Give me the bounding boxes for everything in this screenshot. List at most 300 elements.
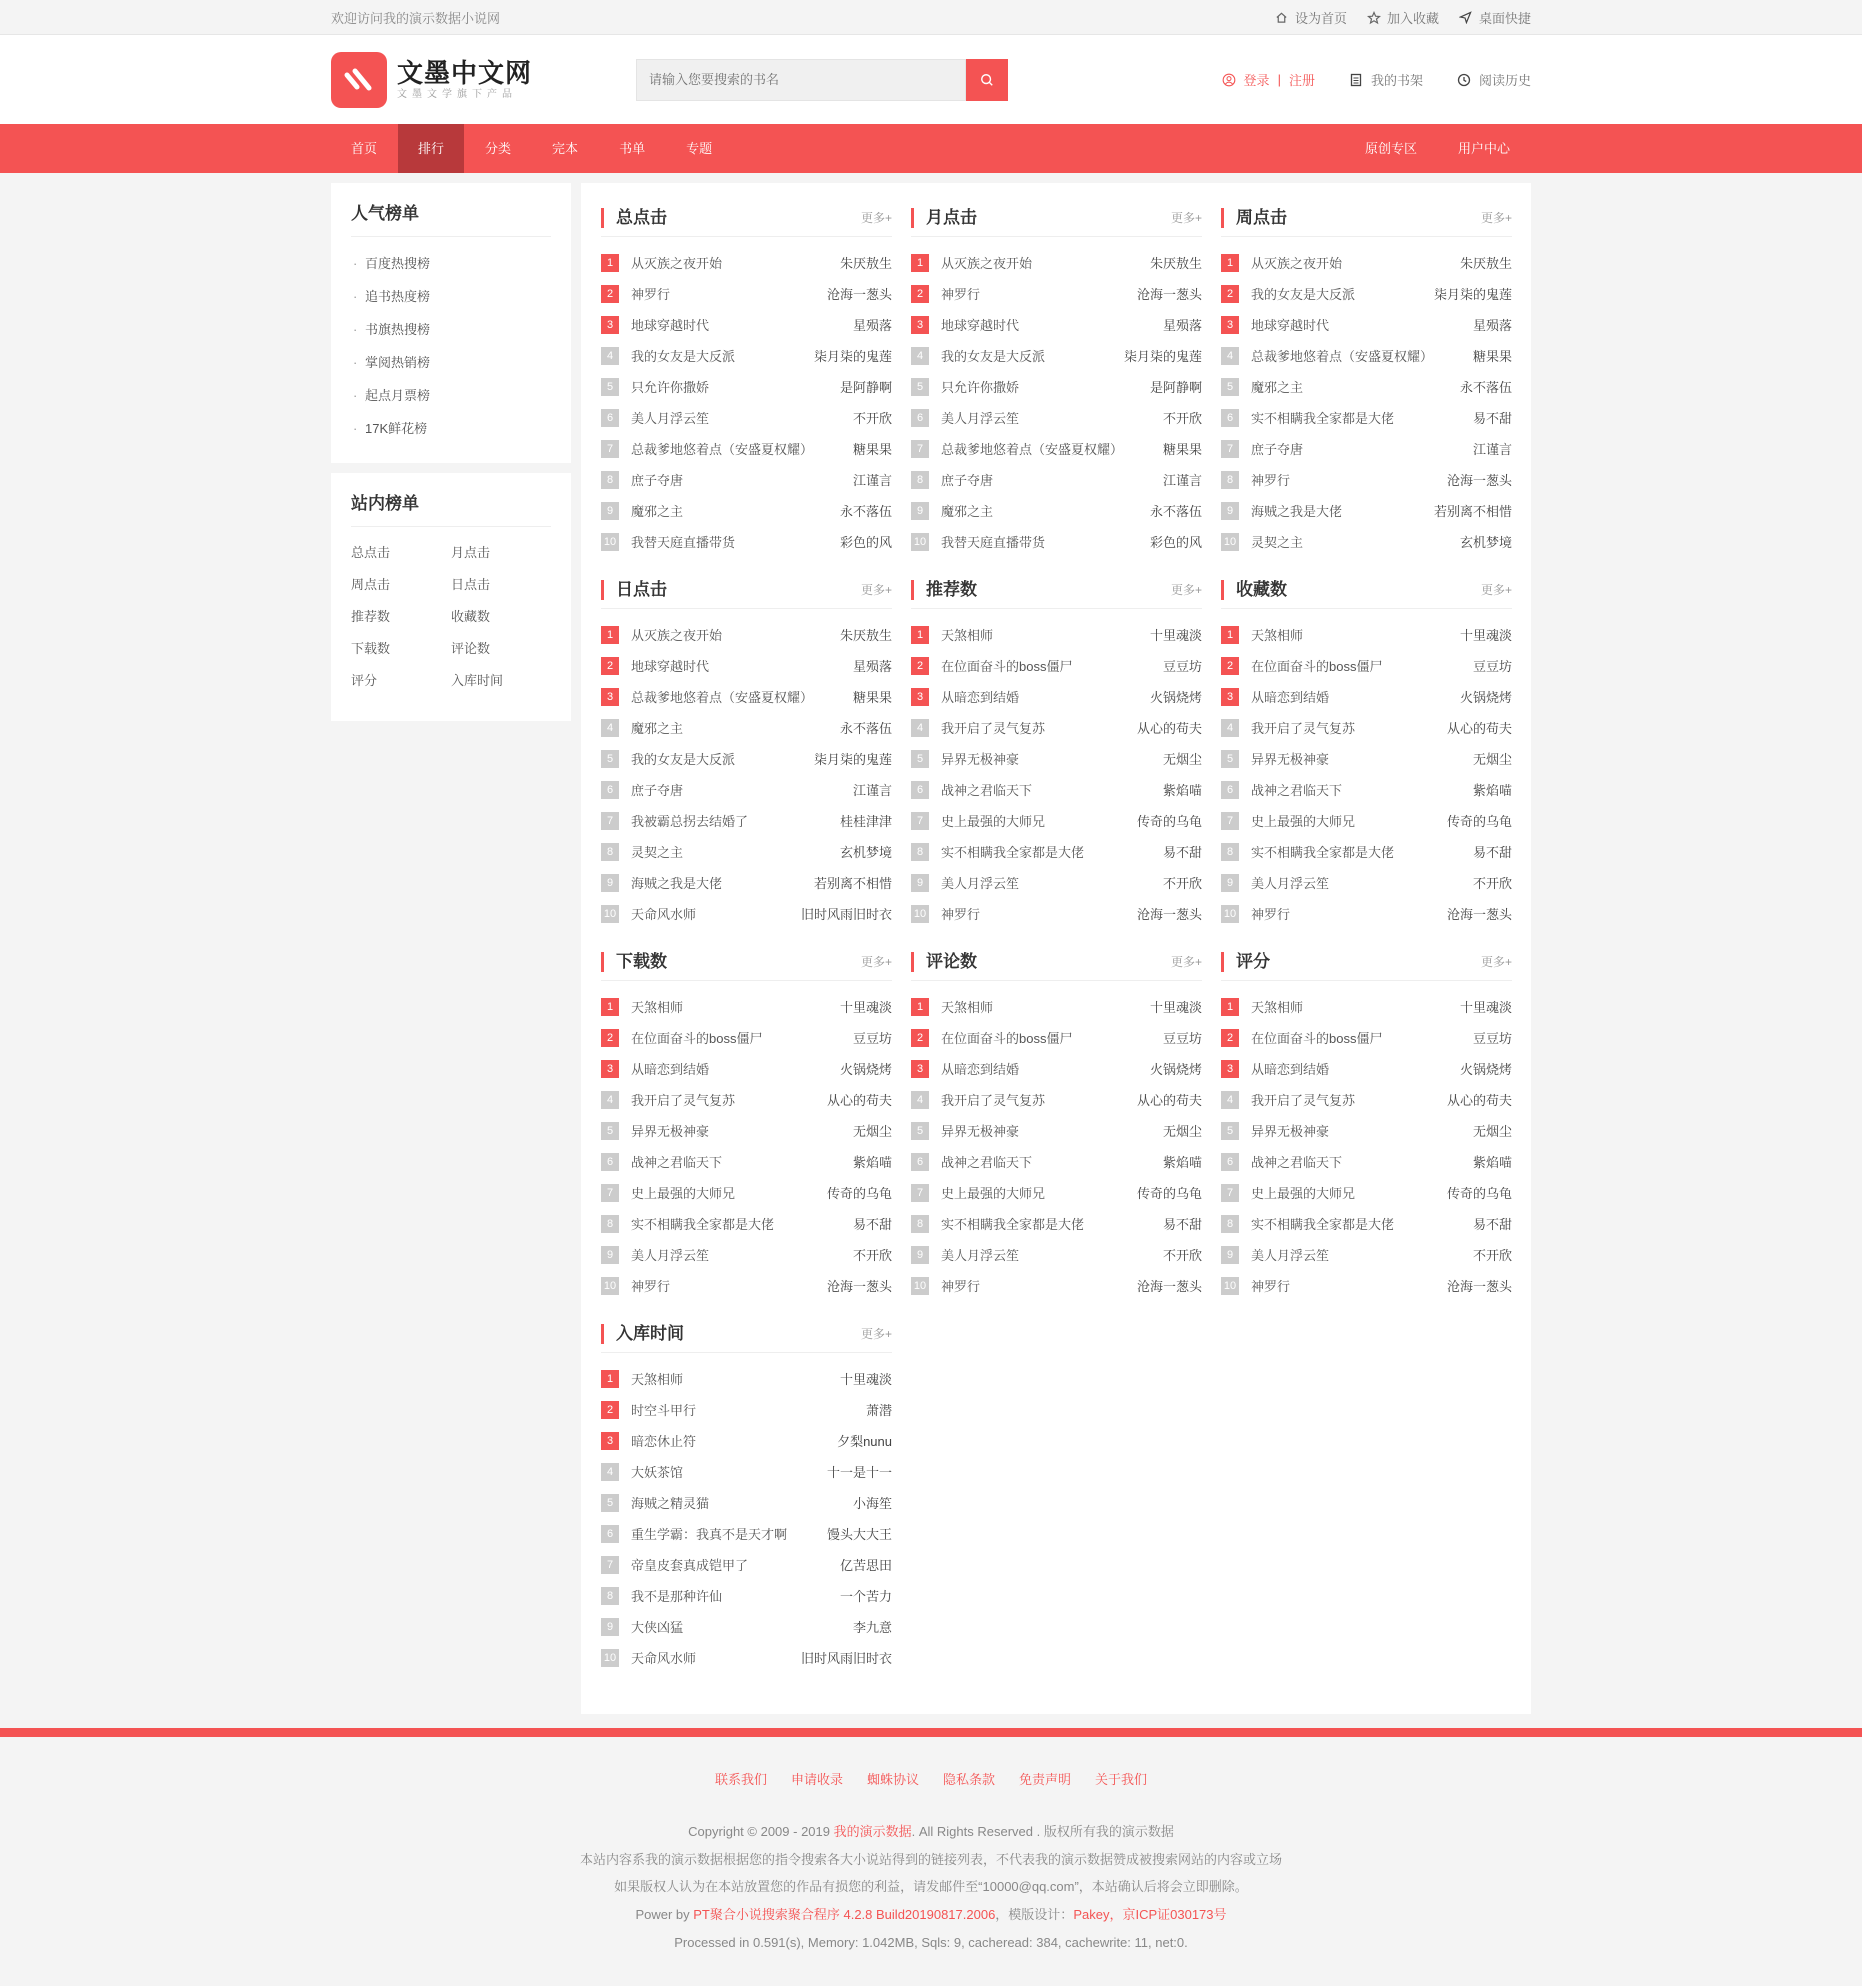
rank-item[interactable] xyxy=(911,340,1202,371)
register-link[interactable]: 注册 xyxy=(1288,73,1315,88)
book-author[interactable]: 传奇的乌龟 xyxy=(1136,1186,1202,1201)
book-title[interactable]: 暗恋休止符 xyxy=(631,1434,697,1449)
rank-item[interactable] xyxy=(1221,433,1512,464)
rank-item[interactable] xyxy=(1221,805,1512,836)
book-title[interactable]: 在位面奋斗的boss僵尸 xyxy=(1251,659,1383,674)
nav-ranking[interactable]: 排行 xyxy=(398,124,464,173)
book-title[interactable]: 天煞相师 xyxy=(941,628,994,643)
rank-item[interactable] xyxy=(601,1084,892,1115)
book-author[interactable]: 豆豆坊 xyxy=(852,1031,892,1046)
book-title[interactable]: 美人月浮云笙 xyxy=(1251,1248,1330,1263)
rank-item[interactable] xyxy=(1221,836,1512,867)
rank-item[interactable] xyxy=(601,991,892,1022)
book-author[interactable]: 紫焰喵 xyxy=(852,1155,892,1170)
site-rank-link[interactable]: 总点击 xyxy=(351,545,391,560)
rank-item[interactable] xyxy=(911,991,1202,1022)
book-author[interactable]: 江谨言 xyxy=(852,473,892,488)
book-title[interactable]: 天煞相师 xyxy=(941,1000,994,1015)
rank-item[interactable] xyxy=(601,1177,892,1208)
rank-item[interactable] xyxy=(601,867,892,898)
rank-item[interactable] xyxy=(911,1208,1202,1239)
rank-item[interactable] xyxy=(601,1208,892,1239)
popular-rank-item[interactable]: · 书旗热搜榜 xyxy=(351,313,551,346)
rank-item[interactable] xyxy=(1221,340,1512,371)
book-title[interactable]: 从暗恋到结婚 xyxy=(1251,1062,1330,1077)
book-author[interactable]: 从心的苟夫 xyxy=(1446,1093,1512,1108)
footer-link-contact[interactable]: 联系我们 xyxy=(714,1772,767,1787)
book-title[interactable]: 总裁爹地悠着点（安盛夏权耀） xyxy=(631,442,814,457)
rank-item[interactable] xyxy=(911,1177,1202,1208)
book-author[interactable]: 萧潜 xyxy=(865,1403,892,1418)
book-author[interactable]: 江谨言 xyxy=(1162,473,1202,488)
book-title[interactable]: 从灭族之夜开始 xyxy=(1251,256,1343,271)
site-logo[interactable] xyxy=(331,52,636,108)
login-link[interactable]: 登录 xyxy=(1243,73,1270,88)
book-author[interactable]: 豆豆坊 xyxy=(1472,659,1512,674)
book-author[interactable]: 沧海一葱头 xyxy=(826,1279,892,1294)
book-author[interactable]: 豆豆坊 xyxy=(1162,659,1202,674)
book-title[interactable]: 从灭族之夜开始 xyxy=(941,256,1033,271)
rank-item[interactable] xyxy=(1221,774,1512,805)
rank-item[interactable] xyxy=(1221,371,1512,402)
book-title[interactable]: 战神之君临天下 xyxy=(1251,783,1343,798)
book-author[interactable]: 糖果果 xyxy=(1162,442,1202,457)
book-title[interactable]: 海贼之我是大佬 xyxy=(631,876,723,891)
book-title[interactable]: 我开启了灵气复苏 xyxy=(1251,721,1356,736)
rank-item[interactable] xyxy=(911,402,1202,433)
book-author[interactable]: 糖果果 xyxy=(852,442,892,457)
book-title[interactable]: 美人月浮云笙 xyxy=(941,1248,1020,1263)
rank-item[interactable] xyxy=(911,1084,1202,1115)
rank-item[interactable] xyxy=(601,464,892,495)
book-author[interactable]: 沧海一葱头 xyxy=(1446,473,1512,488)
nav-category[interactable]: 分类 xyxy=(485,141,512,156)
rank-item[interactable] xyxy=(601,743,892,774)
site-rank-link[interactable]: 月点击 xyxy=(451,545,491,560)
rank-item[interactable] xyxy=(1221,309,1512,340)
book-title[interactable]: 灵契之主 xyxy=(1251,535,1304,550)
book-author[interactable]: 十里魂淡 xyxy=(839,1372,892,1387)
book-author[interactable]: 十里魂淡 xyxy=(839,1000,892,1015)
rank-item[interactable] xyxy=(601,1270,892,1301)
site-rank-link[interactable]: 日点击 xyxy=(451,577,491,592)
book-author[interactable]: 朱厌敖生 xyxy=(839,628,892,643)
book-author[interactable]: 十里魂淡 xyxy=(1149,628,1202,643)
nav-booklist[interactable]: 书单 xyxy=(619,141,646,156)
book-title[interactable]: 实不相瞒我全家都是大佬 xyxy=(1251,1217,1395,1232)
book-author[interactable]: 夕梨nunu xyxy=(837,1434,892,1449)
book-title[interactable]: 只允许你撒娇 xyxy=(631,380,710,395)
book-author[interactable]: 星殒落 xyxy=(1472,318,1512,333)
book-author[interactable]: 旧时风雨旧时衣 xyxy=(800,1651,892,1666)
rank-item[interactable] xyxy=(1221,712,1512,743)
book-title[interactable]: 神罗行 xyxy=(1251,907,1291,922)
icp-link[interactable]: 京ICP证030173号 xyxy=(1122,1907,1227,1922)
popular-rank-item[interactable]: · 追书热度榜 xyxy=(351,280,551,313)
book-title[interactable]: 魔邪之主 xyxy=(1251,380,1304,395)
rank-item[interactable] xyxy=(911,650,1202,681)
rank-item[interactable] xyxy=(601,1146,892,1177)
book-author[interactable]: 火锅烧烤 xyxy=(1149,690,1202,705)
book-author[interactable]: 柒月柒的鬼莲 xyxy=(813,349,892,364)
book-title[interactable]: 从暗恋到结婚 xyxy=(631,1062,710,1077)
book-title[interactable]: 异界无极神豪 xyxy=(1251,752,1330,767)
book-title[interactable]: 实不相瞒我全家都是大佬 xyxy=(1251,845,1395,860)
book-title[interactable]: 大妖茶馆 xyxy=(631,1465,684,1480)
book-title[interactable]: 神罗行 xyxy=(941,907,981,922)
rank-item[interactable] xyxy=(1221,464,1512,495)
rank-item[interactable] xyxy=(911,805,1202,836)
rank-item[interactable] xyxy=(1221,743,1512,774)
site-rank-link[interactable]: 评分 xyxy=(351,673,378,688)
book-author[interactable]: 传奇的乌龟 xyxy=(1446,814,1512,829)
book-author[interactable]: 火锅烧烤 xyxy=(839,1062,892,1077)
book-title[interactable]: 庶子夺唐 xyxy=(631,783,684,798)
rank-item[interactable] xyxy=(1221,1084,1512,1115)
book-author[interactable]: 易不甜 xyxy=(1472,1217,1512,1232)
book-title[interactable]: 魔邪之主 xyxy=(941,504,994,519)
book-author[interactable]: 若别离不相惜 xyxy=(1433,504,1512,519)
rank-item[interactable] xyxy=(601,526,892,557)
book-author[interactable]: 火锅烧烤 xyxy=(1149,1062,1202,1077)
book-title[interactable]: 实不相瞒我全家都是大佬 xyxy=(631,1217,775,1232)
book-title[interactable]: 美人月浮云笙 xyxy=(631,1248,710,1263)
book-author[interactable]: 玄机梦境 xyxy=(1459,535,1512,550)
book-title[interactable]: 实不相瞒我全家都是大佬 xyxy=(1251,411,1395,426)
book-author[interactable]: 柒月柒的鬼莲 xyxy=(813,752,892,767)
rank-item[interactable] xyxy=(1221,495,1512,526)
more-link[interactable]: 更多+ xyxy=(860,211,892,225)
book-author[interactable]: 十里魂淡 xyxy=(1459,1000,1512,1015)
book-author[interactable]: 沧海一葱头 xyxy=(1136,1279,1202,1294)
footer-link-about[interactable]: 关于我们 xyxy=(1095,1772,1148,1787)
book-title[interactable]: 美人月浮云笙 xyxy=(941,876,1020,891)
book-title[interactable]: 我被霸总拐去结婚了 xyxy=(631,814,749,829)
rank-item[interactable] xyxy=(601,371,892,402)
rank-item[interactable] xyxy=(1221,681,1512,712)
book-author[interactable]: 旧时风雨旧时衣 xyxy=(800,907,892,922)
set-home-link[interactable] xyxy=(1275,8,1347,27)
rank-item[interactable] xyxy=(1221,867,1512,898)
book-author[interactable]: 不开欣 xyxy=(1162,411,1202,426)
book-title[interactable]: 我开启了灵气复苏 xyxy=(941,1093,1046,1108)
book-author[interactable]: 不开欣 xyxy=(1162,876,1202,891)
book-title[interactable]: 异界无极神豪 xyxy=(941,752,1020,767)
book-author[interactable]: 无烟尘 xyxy=(1162,752,1202,767)
site-rank-link[interactable]: 收藏数 xyxy=(451,609,491,624)
book-title[interactable]: 我的女友是大反派 xyxy=(1251,287,1356,302)
book-author[interactable]: 小海笙 xyxy=(852,1496,892,1511)
book-title[interactable]: 异界无极神豪 xyxy=(631,1124,710,1139)
rank-item[interactable] xyxy=(601,1518,892,1549)
book-title[interactable]: 庶子夺唐 xyxy=(631,473,684,488)
book-title[interactable]: 地球穿越时代 xyxy=(1251,318,1330,333)
book-title[interactable]: 战神之君临天下 xyxy=(631,1155,723,1170)
book-title[interactable]: 美人月浮云笙 xyxy=(631,411,710,426)
book-author[interactable]: 永不落伍 xyxy=(1459,380,1512,395)
power-designer-link[interactable]: Pakey xyxy=(1073,1907,1110,1922)
rank-item[interactable] xyxy=(601,278,892,309)
rank-item[interactable] xyxy=(601,1487,892,1518)
rank-item[interactable] xyxy=(1221,278,1512,309)
book-author[interactable]: 易不甜 xyxy=(1162,1217,1202,1232)
book-author[interactable]: 易不甜 xyxy=(1472,411,1512,426)
book-title[interactable]: 我替天庭直播带货 xyxy=(631,535,736,550)
book-title[interactable]: 神罗行 xyxy=(1251,1279,1291,1294)
reading-history-link[interactable] xyxy=(1457,70,1531,89)
rank-item[interactable] xyxy=(1221,1270,1512,1301)
rank-item[interactable] xyxy=(911,1239,1202,1270)
book-title[interactable]: 天煞相师 xyxy=(631,1000,684,1015)
book-author[interactable]: 一个苦力 xyxy=(839,1589,892,1604)
book-title[interactable]: 在位面奋斗的boss僵尸 xyxy=(941,659,1073,674)
book-title[interactable]: 从暗恋到结婚 xyxy=(941,690,1020,705)
more-link[interactable]: 更多+ xyxy=(1170,583,1202,597)
rank-item[interactable] xyxy=(911,278,1202,309)
book-author[interactable]: 从心的苟夫 xyxy=(1446,721,1512,736)
site-rank-link[interactable]: 下载数 xyxy=(351,641,391,656)
rank-item[interactable] xyxy=(1221,991,1512,1022)
more-link[interactable]: 更多+ xyxy=(1170,955,1202,969)
book-title[interactable]: 从灭族之夜开始 xyxy=(631,256,723,271)
book-author[interactable]: 李九意 xyxy=(852,1620,892,1635)
book-author[interactable]: 彩色的风 xyxy=(1149,535,1202,550)
book-author[interactable]: 沧海一葱头 xyxy=(826,287,892,302)
book-title[interactable]: 异界无极神豪 xyxy=(1251,1124,1330,1139)
rank-item[interactable] xyxy=(911,309,1202,340)
book-author[interactable]: 无烟尘 xyxy=(1472,752,1512,767)
rank-item[interactable] xyxy=(601,1456,892,1487)
rank-item[interactable] xyxy=(601,805,892,836)
book-author[interactable]: 无烟尘 xyxy=(852,1124,892,1139)
more-link[interactable]: 更多+ xyxy=(860,583,892,597)
rank-item[interactable] xyxy=(911,743,1202,774)
footer-link-disclaimer[interactable]: 免责声明 xyxy=(1019,1772,1072,1787)
book-author[interactable]: 若别离不相惜 xyxy=(813,876,892,891)
rank-item[interactable] xyxy=(1221,1053,1512,1084)
rank-item[interactable] xyxy=(1221,1239,1512,1270)
popular-rank-item[interactable]: · 17K鲜花榜 xyxy=(351,412,551,445)
rank-item[interactable] xyxy=(601,1580,892,1611)
book-author[interactable]: 传奇的乌龟 xyxy=(826,1186,892,1201)
book-title[interactable]: 地球穿越时代 xyxy=(631,318,710,333)
nav-topics[interactable]: 专题 xyxy=(686,141,713,156)
more-link[interactable]: 更多+ xyxy=(1480,211,1512,225)
book-title[interactable]: 魔邪之主 xyxy=(631,721,684,736)
book-title[interactable]: 我开启了灵气复苏 xyxy=(1251,1093,1356,1108)
book-title[interactable]: 史上最强的大师兄 xyxy=(1251,814,1356,829)
book-author[interactable]: 不开欣 xyxy=(1472,1248,1512,1263)
rank-item[interactable] xyxy=(601,309,892,340)
more-link[interactable]: 更多+ xyxy=(1480,583,1512,597)
book-author[interactable]: 豆豆坊 xyxy=(1162,1031,1202,1046)
rank-item[interactable] xyxy=(911,1115,1202,1146)
book-author[interactable]: 朱厌敖生 xyxy=(1149,256,1202,271)
book-author[interactable]: 朱厌敖生 xyxy=(1459,256,1512,271)
book-title[interactable]: 实不相瞒我全家都是大佬 xyxy=(941,1217,1085,1232)
book-author[interactable]: 豆豆坊 xyxy=(1472,1031,1512,1046)
rank-item[interactable] xyxy=(911,774,1202,805)
rank-item[interactable] xyxy=(1221,650,1512,681)
book-author[interactable]: 从心的苟夫 xyxy=(826,1093,892,1108)
book-title[interactable]: 地球穿越时代 xyxy=(941,318,1020,333)
book-author[interactable]: 不开欣 xyxy=(852,1248,892,1263)
rank-item[interactable] xyxy=(1221,1146,1512,1177)
rank-item[interactable] xyxy=(911,526,1202,557)
book-title[interactable]: 史上最强的大师兄 xyxy=(941,814,1046,829)
book-author[interactable]: 从心的苟夫 xyxy=(1136,721,1202,736)
more-link[interactable]: 更多+ xyxy=(860,1327,892,1341)
book-author[interactable]: 不开欣 xyxy=(1162,1248,1202,1263)
book-title[interactable]: 地球穿越时代 xyxy=(631,659,710,674)
rank-item[interactable] xyxy=(601,247,892,278)
copyright-site-link[interactable]: 我的演示数据 xyxy=(833,1824,912,1839)
rank-item[interactable] xyxy=(601,495,892,526)
book-title[interactable]: 史上最强的大师兄 xyxy=(1251,1186,1356,1201)
book-title[interactable]: 我的女友是大反派 xyxy=(941,349,1046,364)
rank-item[interactable] xyxy=(601,402,892,433)
rank-item[interactable] xyxy=(601,836,892,867)
rank-item[interactable] xyxy=(601,1642,892,1673)
site-rank-link[interactable]: 推荐数 xyxy=(351,609,391,624)
book-author[interactable]: 永不落伍 xyxy=(1149,504,1202,519)
book-title[interactable]: 战神之君临天下 xyxy=(1251,1155,1343,1170)
book-author[interactable]: 火锅烧烤 xyxy=(1459,1062,1512,1077)
book-author[interactable]: 紫焰喵 xyxy=(1472,1155,1512,1170)
book-title[interactable]: 大侠凶猛 xyxy=(631,1620,684,1635)
book-author[interactable]: 紫焰喵 xyxy=(1162,1155,1202,1170)
more-link[interactable]: 更多+ xyxy=(1170,211,1202,225)
book-author[interactable]: 不开欣 xyxy=(1472,876,1512,891)
site-rank-link[interactable]: 评论数 xyxy=(451,641,491,656)
power-program-link[interactable]: PT聚合小说搜索聚合程序 4.2.8 Build20190817.2006 xyxy=(693,1907,996,1922)
book-title[interactable]: 神罗行 xyxy=(941,1279,981,1294)
rank-item[interactable] xyxy=(601,619,892,650)
rank-item[interactable] xyxy=(911,681,1202,712)
rank-item[interactable] xyxy=(1221,1115,1512,1146)
rank-item[interactable] xyxy=(1221,1177,1512,1208)
nav-original-zone[interactable]: 原创专区 xyxy=(1364,141,1417,156)
book-title[interactable]: 我的女友是大反派 xyxy=(631,349,736,364)
nav-home[interactable]: 首页 xyxy=(351,141,378,156)
book-title[interactable]: 魔邪之主 xyxy=(631,504,684,519)
book-author[interactable]: 从心的苟夫 xyxy=(1136,1093,1202,1108)
book-author[interactable]: 江谨言 xyxy=(1472,442,1512,457)
book-author[interactable]: 馒头大大王 xyxy=(826,1527,892,1542)
book-author[interactable]: 紫焰喵 xyxy=(1472,783,1512,798)
rank-item[interactable] xyxy=(601,1611,892,1642)
book-author[interactable]: 传奇的乌龟 xyxy=(1446,1186,1512,1201)
rank-item[interactable] xyxy=(911,1022,1202,1053)
book-title[interactable]: 我替天庭直播带货 xyxy=(941,535,1046,550)
rank-item[interactable] xyxy=(1221,247,1512,278)
book-title[interactable]: 只允许你撒娇 xyxy=(941,380,1020,395)
book-author[interactable]: 玄机梦境 xyxy=(839,845,892,860)
rank-item[interactable] xyxy=(601,712,892,743)
book-author[interactable]: 永不落伍 xyxy=(839,504,892,519)
rank-item[interactable] xyxy=(601,340,892,371)
book-author[interactable]: 沧海一葱头 xyxy=(1136,907,1202,922)
rank-item[interactable] xyxy=(911,464,1202,495)
book-title[interactable]: 异界无极神豪 xyxy=(941,1124,1020,1139)
more-link[interactable]: 更多+ xyxy=(1480,955,1512,969)
book-author[interactable]: 星殒落 xyxy=(1162,318,1202,333)
rank-item[interactable] xyxy=(601,1239,892,1270)
nav-completed[interactable]: 完本 xyxy=(552,141,579,156)
rank-item[interactable] xyxy=(1221,619,1512,650)
book-author[interactable]: 沧海一葱头 xyxy=(1446,1279,1512,1294)
book-title[interactable]: 从暗恋到结婚 xyxy=(1251,690,1330,705)
book-author[interactable]: 易不甜 xyxy=(852,1217,892,1232)
book-author[interactable]: 是阿静啊 xyxy=(1149,380,1202,395)
rank-item[interactable] xyxy=(911,1053,1202,1084)
book-author[interactable]: 星殒落 xyxy=(852,659,892,674)
rank-item[interactable] xyxy=(601,1425,892,1456)
rank-item[interactable] xyxy=(601,1053,892,1084)
book-author[interactable]: 易不甜 xyxy=(1472,845,1512,860)
bookshelf-link[interactable] xyxy=(1349,70,1423,89)
rank-item[interactable] xyxy=(601,898,892,929)
book-title[interactable]: 我不是那种许仙 xyxy=(631,1589,723,1604)
book-title[interactable]: 海贼之我是大佬 xyxy=(1251,504,1343,519)
more-link[interactable]: 更多+ xyxy=(860,955,892,969)
book-author[interactable]: 糖果果 xyxy=(1472,349,1512,364)
rank-item[interactable] xyxy=(601,433,892,464)
rank-item[interactable] xyxy=(911,867,1202,898)
book-author[interactable]: 传奇的乌龟 xyxy=(1136,814,1202,829)
book-author[interactable]: 糖果果 xyxy=(852,690,892,705)
book-title[interactable]: 实不相瞒我全家都是大佬 xyxy=(941,845,1085,860)
book-author[interactable]: 十里魂淡 xyxy=(1149,1000,1202,1015)
book-title[interactable]: 我开启了灵气复苏 xyxy=(941,721,1046,736)
book-title[interactable]: 史上最强的大师兄 xyxy=(631,1186,736,1201)
nav-user-center[interactable]: 用户中心 xyxy=(1457,141,1510,156)
book-title[interactable]: 从灭族之夜开始 xyxy=(631,628,723,643)
book-author[interactable]: 朱厌敖生 xyxy=(839,256,892,271)
rank-item[interactable] xyxy=(601,681,892,712)
footer-link-privacy[interactable]: 隐私条款 xyxy=(943,1772,996,1787)
book-title[interactable]: 天煞相师 xyxy=(1251,628,1304,643)
book-title[interactable]: 总裁爹地悠着点（安盛夏权耀） xyxy=(941,442,1124,457)
book-title[interactable]: 美人月浮云笙 xyxy=(941,411,1020,426)
book-title[interactable]: 时空斗甲行 xyxy=(631,1403,697,1418)
rank-item[interactable] xyxy=(1221,526,1512,557)
book-author[interactable]: 无烟尘 xyxy=(1162,1124,1202,1139)
rank-item[interactable] xyxy=(601,1115,892,1146)
rank-item[interactable] xyxy=(911,1270,1202,1301)
book-author[interactable]: 江谨言 xyxy=(852,783,892,798)
footer-link-spider[interactable]: 蜘蛛协议 xyxy=(866,1772,919,1787)
book-author[interactable]: 紫焰喵 xyxy=(1162,783,1202,798)
rank-item[interactable] xyxy=(911,371,1202,402)
book-author[interactable]: 柒月柒的鬼莲 xyxy=(1433,287,1512,302)
rank-item[interactable] xyxy=(911,495,1202,526)
book-author[interactable]: 火锅烧烤 xyxy=(1459,690,1512,705)
book-title[interactable]: 美人月浮云笙 xyxy=(1251,876,1330,891)
book-author[interactable]: 十一是十一 xyxy=(826,1465,892,1480)
search-button[interactable] xyxy=(966,59,1008,101)
site-rank-link[interactable]: 周点击 xyxy=(351,577,391,592)
rank-item[interactable] xyxy=(601,1549,892,1580)
book-title[interactable]: 海贼之精灵猫 xyxy=(631,1496,710,1511)
rank-item[interactable] xyxy=(911,712,1202,743)
book-author[interactable]: 亿苦思田 xyxy=(839,1558,892,1573)
search-input[interactable] xyxy=(636,59,966,101)
book-author[interactable]: 沧海一葱头 xyxy=(1136,287,1202,302)
book-title[interactable]: 神罗行 xyxy=(1251,473,1291,488)
book-title[interactable]: 战神之君临天下 xyxy=(941,783,1033,798)
rank-item[interactable] xyxy=(1221,1022,1512,1053)
